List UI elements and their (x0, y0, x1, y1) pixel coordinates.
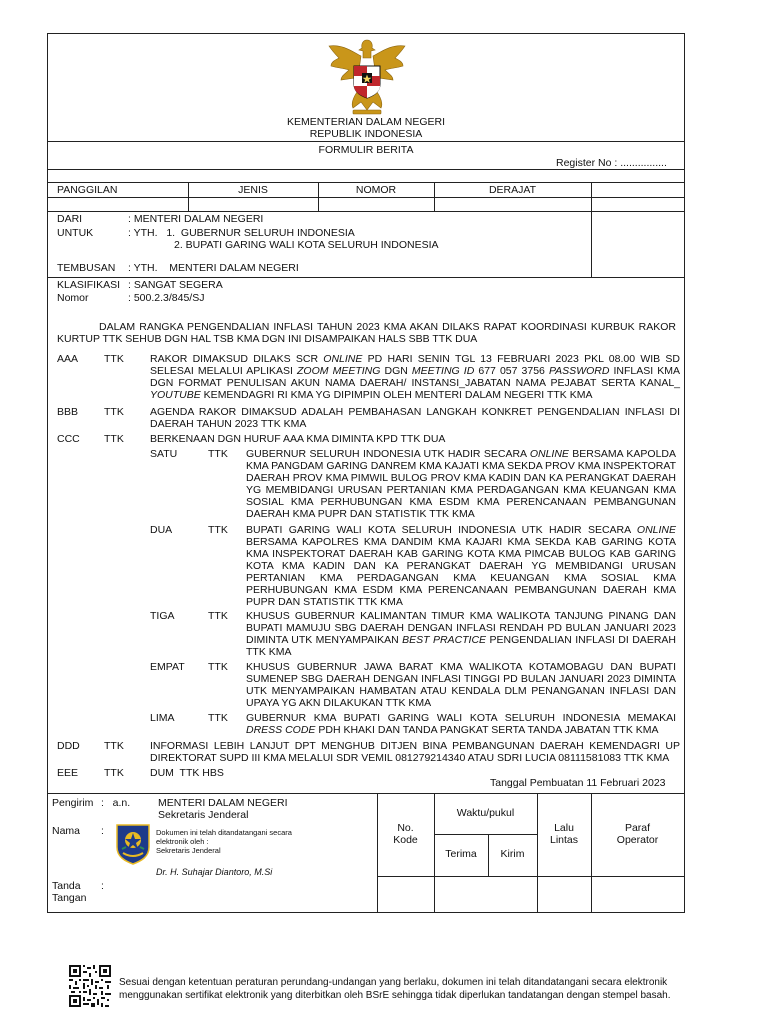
lalu-label: Lalu (554, 822, 574, 834)
waktu-label: Waktu/pukul (456, 807, 515, 819)
untuk-value-2: 2. BUPATI GARING WALI KOTA SELURUH INDONESIA (174, 239, 439, 251)
signer-name: Dr. H. Suhajar Diantoro, M.Si (156, 867, 273, 877)
kirim-label: Kirim (500, 848, 525, 860)
satu-label: SATU (150, 448, 178, 460)
pengirim-name: MENTERI DALAM NEGERI (158, 797, 288, 809)
bbb-ttk: TTK (104, 406, 124, 418)
nama-colon: : (101, 825, 104, 837)
lintas-label: Lintas (549, 834, 579, 846)
ccc-ttk: TTK (104, 433, 124, 445)
klasifikasi-value: : SANGAT SEGERA (128, 279, 223, 291)
nomor-value: : 500.2.3/845/SJ (128, 292, 205, 304)
column-nomor: NOMOR (355, 184, 397, 196)
lima-paragraph: GUBERNUR KMA BUPATI GARING WALI KOTA SELURUH INDONESIA MEMAKAI DRESS CODE PDH KHAKI DAN TANDA PANGKAT SERTA TANDA JABATAN TTK KMA (246, 712, 676, 736)
eee-label: EEE (57, 767, 79, 779)
tanda-label-2: Tangan (52, 892, 87, 904)
ccc-paragraph: BERKENAAN DGN HURUF AAA KMA DIMINTA KPD TTK DUA (150, 433, 446, 445)
lima-label: LIMA (150, 712, 175, 724)
dua-label: DUA (150, 524, 173, 536)
operator-label: Operator (616, 834, 659, 846)
tanda-label-1: Tanda (52, 880, 81, 892)
esign-note-2: elektronik oleh : (156, 837, 209, 846)
bbb-label: BBB (57, 406, 79, 418)
aaa-paragraph: RAKOR DIMAKSUD DILAKS SCR ONLINE PD HARI SENIN TGL 13 FEBRUARI 2023 PKL 08.00 WIB SD SELESAI MELALUI APLIKASI ZOOM MEETING DGN MEETING ID 677 057 3756 PASSWORD INFLASI KMA DGN FORMAT PENULISAN AKUN NAMA DAERAH/ INSTANSI_JABATAN NAMA PEJABAT SERTA KANAL_ YOUTUBE KEMENDAGRI RI KMA YG DIPIMPIN OLEH MENTERI DALAM NEGERI TTK KMA (150, 353, 680, 401)
kemendagri-logo-icon (115, 823, 151, 865)
column-jenis: JENIS (238, 184, 268, 196)
eee-paragraph: DUM TTK HBS (150, 767, 224, 779)
aaa-ttk: TTK (104, 353, 124, 365)
untuk-value-1: : YTH. 1. GUBERNUR SELURUH INDONESIA (128, 227, 355, 239)
aaa-label: AAA (57, 353, 79, 365)
esign-note-1: Dokumen ini telah ditandatangani secara (156, 828, 292, 837)
column-panggilan: PANGGILAN (57, 184, 118, 196)
tembusan-label: TEMBUSAN (57, 262, 116, 274)
tiga-ttk: TTK (208, 610, 228, 622)
eee-ttk: TTK (104, 767, 124, 779)
empat-label: EMPAT (150, 661, 185, 673)
tanda-colon: : (101, 880, 104, 892)
dua-ttk: TTK (208, 524, 228, 536)
intro-paragraph: DALAM RANGKA PENGENDALIAN INFLASI TAHUN 2023 KMA AKAN DILAKS RAPAT KOORDINASI KURBUK RAKOR KURTUP TTK SEHUB DGN HAL TSB KMA DGN INI DISAMPAIKAN HALS SBB TTK DUA (57, 321, 676, 345)
register-number: Register No : ................ (556, 157, 667, 169)
dari-value: : MENTERI DALAM NEGERI (128, 213, 264, 225)
ccc-label: CCC (57, 433, 80, 445)
paraf-label: Paraf (624, 822, 651, 834)
tiga-label: TIGA (150, 610, 175, 622)
dari-label: DARI (57, 213, 83, 225)
bsre-note-line-1: Sesuai dengan ketentuan peraturan perundang-undangan yang berlaku, dokumen ini telah ditandatangani secara elektronik (119, 977, 668, 988)
satu-paragraph: GUBERNUR SELURUH INDONESIA UTK HADIR SECARA ONLINE BERSAMA KAPOLDA KMA PANGDAM GARING DANREM KMA KAJATI KMA SEKDA PROV KMA INSPEKTORAT DAERAH PROV KMA PIMWIL BULOG PROV KMA KADIN DAN KA PERANGKAT DAERAH YG MEMBIDANGI URUSAN PERTANIAN KMA PERDAGANGAN KMA KEUANGAN KMA SOSIAL KMA PERHUBUNGAN KMA ESDM KMA PERENCANAAN PEMBANGUNAN DAERAH KMA PUPR DAN STATISTIK TTK KMA (246, 448, 676, 520)
pengirim-label: Pengirim (52, 797, 94, 809)
creation-date: Tanggal Pembuatan 11 Februari 2023 (490, 777, 666, 789)
ministry-name: KEMENTERIAN DALAM NEGERI (286, 116, 446, 128)
bsre-note-line-2: menggunakan sertifikat elektronik yang diterbitkan oleh BSrE sehingga tidak diperlukan tandatangan dengan stempel basah. (119, 990, 671, 1001)
tiga-paragraph: KHUSUS GUBERNUR KALIMANTAN TIMUR KMA WALIKOTA TANJUNG PINANG DAN BUPATI MAMUJU SBG DAERAH DENGAN INFLASI RENDAH PD BULAN JANUARI 2023 DIMINTA UTK MENYAMPAIKAN BEST PRACTICE PENGENDALIAN INFLASI DI DAERAH TTK KMA (246, 610, 676, 658)
klasifikasi-label: KLASIFIKASI (57, 279, 121, 291)
dua-paragraph: BUPATI GARING WALI KOTA SELURUH INDONESIA UTK HADIR SECARA ONLINE BERSAMA KAPOLRES KMA DANDIM KMA KAJARI KMA SEKDA KAB GARING KOTA KMA INSPEKTORAT DAERAH KAB GARING KOTA KMA PIMCAB BULOG KAB GARING KOTA KMA KADIN DAN KA PERANGKAT DAERAH YG MEMBIDANGI URUSAN PERTANIAN KMA PERDAGANGAN KMA KEUANGAN KMA SOSIAL KMA PERHUBUNGAN KMA ESDM KMA PERENCANAAN PEMBANGUNAN DAERAH KMA PUPR DAN STATISTIK TTK KMA (246, 524, 676, 608)
no-label: No. (397, 822, 414, 834)
lima-ttk: TTK (208, 712, 228, 724)
ddd-paragraph: INFORMASI LEBIH LANJUT DPT MENGHUB DITJEN BINA PEMBANGUNAN DAERAH KEMENDAGRI UP DIREKTORAT SUPD III KMA MELALUI SDR VEMIL 081279214340 ATAU SDRI LUCIA 08111581083 TTK KMA (150, 740, 680, 764)
garuda-emblem-icon (323, 36, 411, 116)
column-derajat: DERAJAT (488, 184, 537, 196)
untuk-label: UNTUK (57, 227, 94, 239)
tembusan-value: : YTH. MENTERI DALAM NEGERI (128, 262, 299, 274)
nama-label: Nama (52, 825, 81, 837)
republic-name: REPUBLIK INDONESIA (309, 128, 423, 140)
ddd-label: DDD (57, 740, 80, 752)
bbb-paragraph: AGENDA RAKOR DIMAKSUD ADALAH PEMBAHASAN LANGKAH KONKRET PENGENDALIAN INFLASI DI DAERAH TAHUN 2023 TTK KMA (150, 406, 680, 430)
nomor-label: Nomor (57, 292, 89, 304)
qr-code-icon (68, 964, 112, 1008)
satu-ttk: TTK (208, 448, 228, 460)
empat-paragraph: KHUSUS GUBERNUR JAWA BARAT KMA WALIKOTA KOTAMOBAGU DAN BUPATI SUMENEP SBG DAERAH DENGAN INFLASI TINGGI PD BULAN JANUARI 2023 DIMINTA UTK MENYAMPAIKAN HAMBATAN ATAU KENDALA DLM PENANGANAN INFLASI DAN UPAYA YG AKN DILAKUKAN TTK KMA (246, 661, 676, 709)
terima-label: Terima (445, 848, 477, 860)
kode-label: Kode (393, 834, 418, 846)
empat-ttk: TTK (208, 661, 228, 673)
pengirim-title: Sekretaris Jenderal (158, 809, 249, 821)
ddd-ttk: TTK (104, 740, 124, 752)
pengirim-separator: : a.n. (101, 797, 131, 809)
form-title: FORMULIR BERITA (318, 144, 414, 156)
esign-note-3: Sekretaris Jenderal (156, 846, 221, 855)
